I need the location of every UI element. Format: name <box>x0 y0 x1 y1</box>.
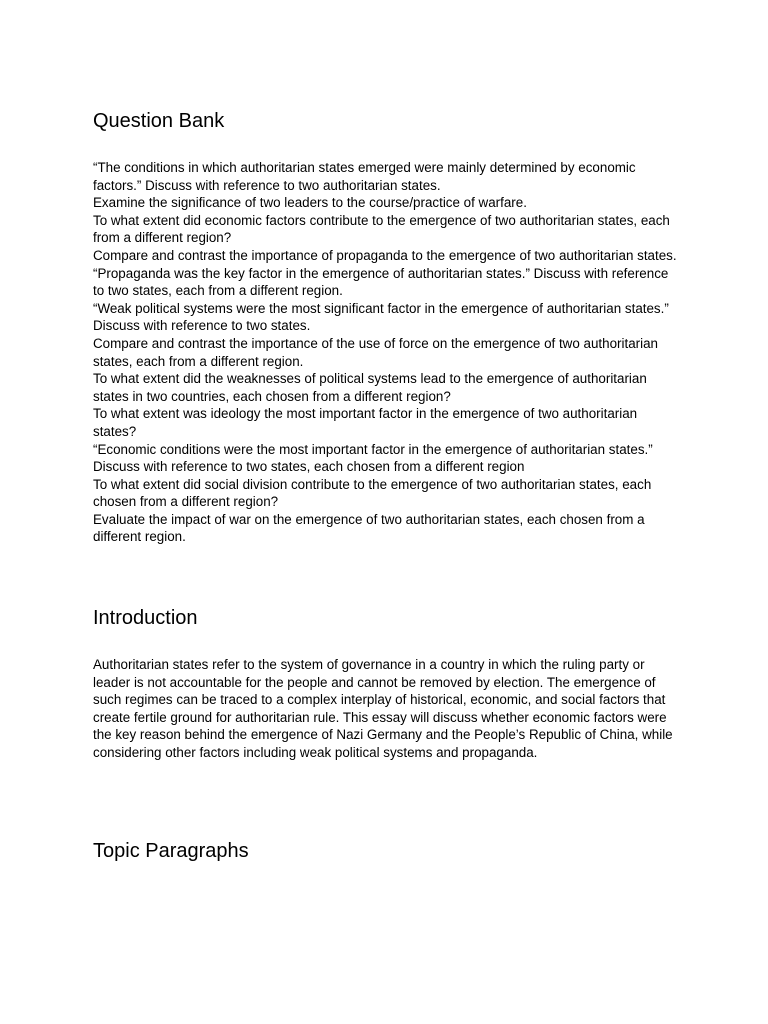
question-item: To what extent did social division contribute to the emergence of two authoritarian states, each chosen from a different region? <box>93 476 652 510</box>
question-item: “Economic conditions were the most important factor in the emergence of authoritarian states.” Discuss with reference to two states, each chosen from a different region <box>93 441 653 475</box>
question-item: Examine the significance of two leaders to the course/practice of warfare. <box>93 195 527 211</box>
introduction-heading: Introduction <box>93 607 198 629</box>
question-item: “Weak political systems were the most significant factor in the emergence of authoritarian states.” Discuss with reference to two states. <box>93 300 669 334</box>
topic-paragraphs-heading: Topic Paragraphs <box>93 840 249 862</box>
introduction-paragraph: Authoritarian states refer to the system of governance in a country in which the ruling party or leader is not accountable for the people and cannot be removed by election. The emergence of such regimes can be traced to a complex interplay of historical, economic, and social factors that create fertile ground for authoritarian rule. This essay will discuss whether economic factors were the key reason behind the emergence of Nazi Germany and the People’s Republic of China, while considering other factors including weak political systems and propaganda. <box>93 657 673 760</box>
question-item: “Propaganda was the key factor in the emergence of authoritarian states.” Discuss with reference to two states, each from a different region. <box>93 265 669 299</box>
question-bank-heading: Question Bank <box>93 110 225 132</box>
question-item: Compare and contrast the importance of propaganda to the emergence of two authoritarian states. <box>93 247 677 263</box>
question-list <box>93 159 678 546</box>
question-item: To what extent did economic factors contribute to the emergence of two authoritarian states, each from a different region? <box>93 212 670 246</box>
question-item: “The conditions in which authoritarian states emerged were mainly determined by economic factors.” Discuss with reference to two authoritarian states. <box>93 160 636 193</box>
question-item: To what extent was ideology the most important factor in the emergence of two authoritarian states? <box>93 406 638 439</box>
question-item: To what extent did the weaknesses of political systems lead to the emergence of authoritarian states in two countries, each chosen from a different region? <box>93 371 647 404</box>
question-item: Compare and contrast the importance of the use of force on the emergence of two authoritarian states, each from a different region. <box>93 335 658 369</box>
question-item: Evaluate the impact of war on the emergence of two authoritarian states, each chosen from a different region. <box>93 511 645 545</box>
